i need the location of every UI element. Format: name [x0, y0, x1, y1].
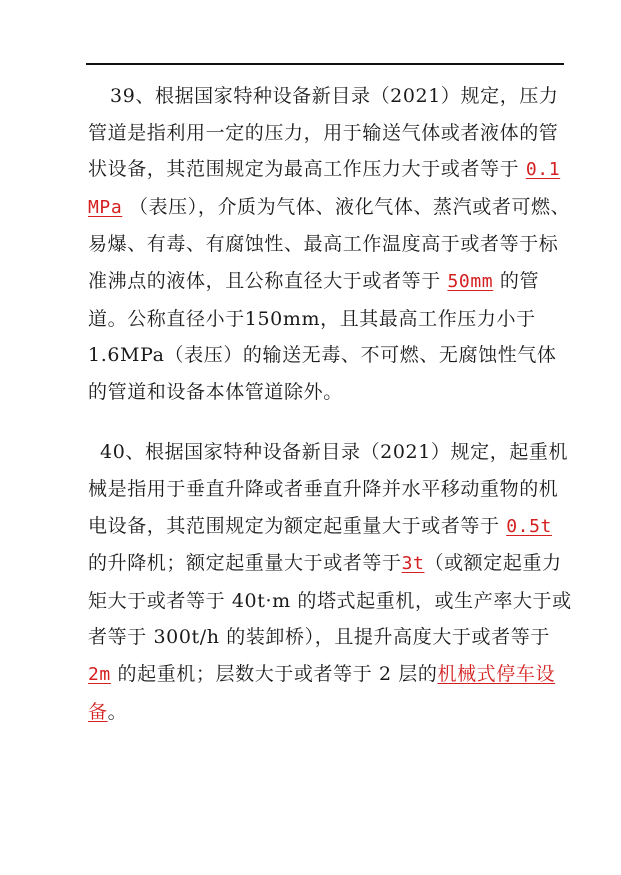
header-rule	[86, 63, 564, 65]
q39-text-3: 的管道。公称直径小于150mm，且其最高工作压力小于 1.6MPa（表压）的输送无毒、不可燃、无腐蚀性气体的管道和设备本体管道除外。	[88, 269, 557, 403]
q39-answer-diameter: 50mm	[447, 270, 494, 292]
q40-text-5: 。	[107, 700, 128, 723]
q40-text-1: 40、根据国家特种设备新目录（2021）规定，起重机械是指用于垂直升降或者垂直升降并水平移动重物的机电设备，其范围规定为额定起重量大于或者等于	[88, 441, 569, 537]
q40-answer-rated-weight: 3t	[401, 553, 425, 575]
q40-answer-height: 2m	[88, 663, 111, 685]
q40-answer-lifting-weight: 0.5t	[506, 515, 552, 537]
q40-text-3: （或额定起重力矩大于或者等于 40t·m 的塔式起重机，或生产率大于或者等于 300t/h 的装卸桥），且提升高度大于或者等于	[88, 552, 572, 649]
q39-answer-pressure: 0.1 MPa	[88, 159, 561, 218]
question-39	[88, 78, 576, 410]
document-body	[88, 78, 576, 730]
q40-text-2: 的升降机；额定起重量大于或者等于	[88, 552, 402, 575]
question-40	[88, 434, 576, 730]
q40-answer-parking: 机械式停车设备	[88, 662, 556, 723]
q40-text-4: 的起重机；层数大于或者等于 2 层的	[110, 662, 438, 685]
q39-text-1: 39、根据国家特种设备新目录（2021）规定，压力管道是指利用一定的压力，用于输送气体或者液体的管状设备，其范围规定为最高工作压力大于或者等于	[88, 85, 559, 181]
q39-text-2: （表压），介质为气体、液化气体、蒸汽或者可燃、易爆、有毒、有腐蚀性、最高工作温度高于或者等于标准沸点的液体，且公称直径大于或者等于	[88, 195, 571, 292]
